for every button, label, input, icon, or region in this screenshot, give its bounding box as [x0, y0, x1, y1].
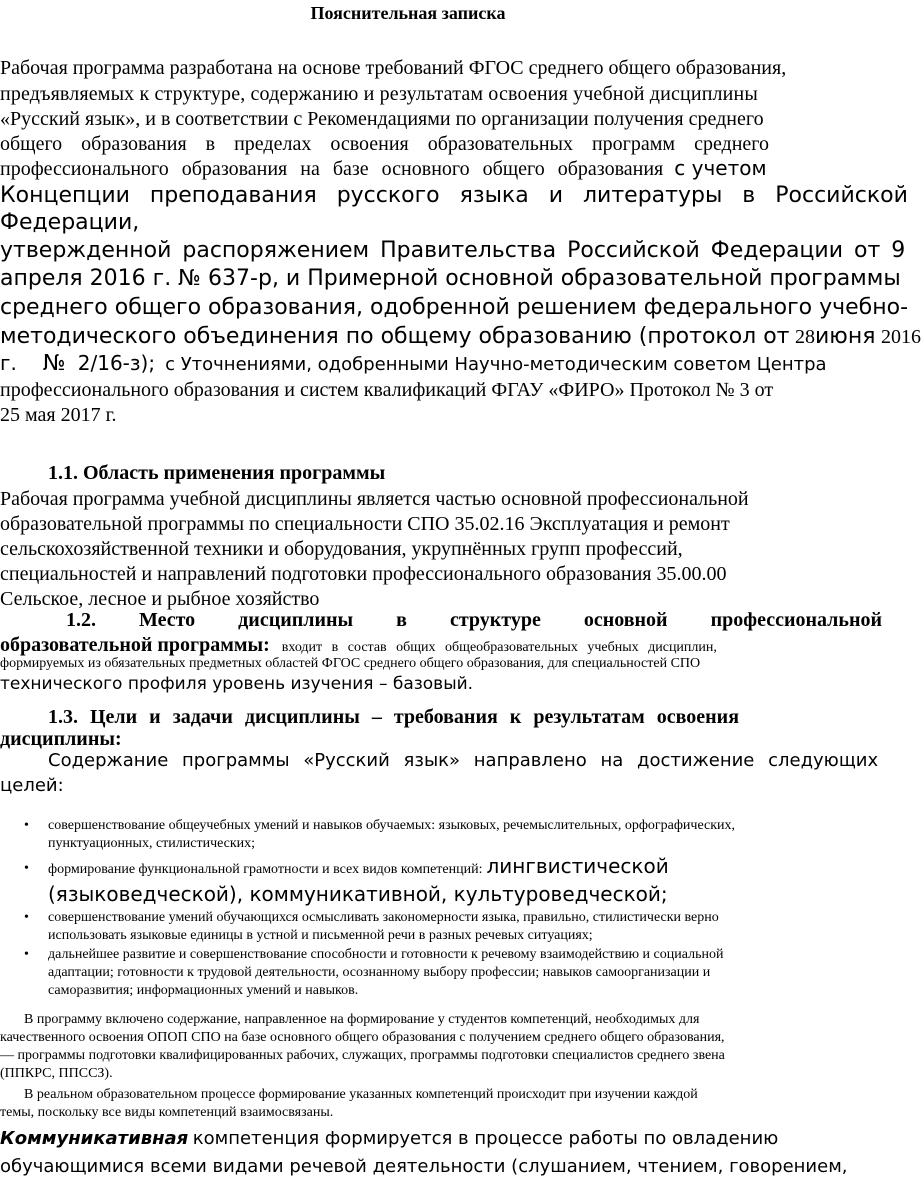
intro-line-12-num: 2/16-з);	[77, 351, 156, 375]
intro-line-11-day: 28	[795, 326, 815, 348]
page-title: Пояснительная записка	[310, 3, 506, 23]
section-1-1-line-1: Рабочая программа учебной дисциплины является частью основной профессиональной	[0, 488, 749, 510]
intro-line-6: Концепции преподавания русского языка и литературы в Российской	[0, 183, 908, 208]
communicative-line-1-rest: компетенция формируется в процессе работы по овладению	[192, 1128, 779, 1149]
intro-line-7: Федерации,	[0, 210, 140, 235]
bullet-1-line-1: совершенствование общеучебных умений и навыков обучаемых: языковых, речемыслительных, орфографических,	[48, 818, 736, 833]
intro-line-12	[0, 351, 827, 376]
section-1-1-line-5: Сельское, лесное и рыбное хозяйство	[0, 588, 320, 610]
section-1-2-heading-line-1: 1.2. Место дисциплины в структуре основной профессиональной	[66, 609, 883, 631]
bullet-2-line-1	[48, 856, 669, 877]
section-1-1-heading: 1.1. Область применения программы	[48, 462, 386, 484]
bullet-1-line-2: пунктуационных, стилистических;	[48, 836, 256, 851]
intro-line-11-text: методического объединения по общему образованию (протокол от	[0, 324, 790, 349]
section-1-2-text-line-3: технического профиля уровень изучения – базовый.	[0, 674, 474, 694]
competencies-line-3: — программы подготовки квалифицированных рабочих, служащих, программы подготовки специалистов среднего звена	[0, 1048, 725, 1063]
intro-line-10: среднего общего образования, одобренной решением федерального учебно-	[0, 295, 909, 320]
real-process-line-1: В реальном образовательном процессе формирование указанных компетенций происходит при изучении каждой	[24, 1087, 698, 1102]
communicative-term: Коммуникативная	[0, 1128, 189, 1149]
bullet-2-text: формирование функциональной грамотности и всех видов компетенций:	[48, 862, 483, 877]
bullet-dot-icon: •	[24, 861, 29, 876]
intro-line-9: апреля 2016 г. № 637-р, и Примерной основной образовательной программы	[0, 266, 901, 291]
intro-line-3: «Русский язык», и в соответствии с Рекомендациями по организации получения среднего	[0, 108, 764, 130]
communicative-line-2: обучающимися всеми видами речевой деятельности (слушанием, чтением, говорением,	[0, 1156, 848, 1177]
real-process-line-2: темы, поскольку все виды компетенций взаимосвязаны.	[0, 1105, 334, 1120]
section-1-3-goal-line-1: Содержание программы «Русский язык» направлено на достижение следующих	[48, 750, 879, 771]
intro-line-5-text: профессионального образования на базе основного общего образования	[0, 158, 664, 180]
intro-line-12-no: №	[42, 351, 66, 376]
section-1-1-line-4: специальностей и направлений подготовки профессионального образования 35.00.00	[0, 563, 727, 585]
bullet-3-line-1: совершенствование умений обучающихся осмысливать закономерности языка, правильно, стилистически верно	[48, 910, 719, 925]
intro-line-5-tail: с учетом	[674, 156, 767, 180]
bullet-dot-icon: •	[24, 818, 29, 833]
intro-line-11-month: июня	[815, 324, 876, 349]
bullet-3-line-2: использовать языковые единицы в устной и письменной речи в разных речевых ситуациях;	[48, 928, 593, 943]
bullet-4-line-3: саморазвития; информационных умений и навыков.	[48, 983, 359, 998]
bullet-4-line-2: адаптации; готовности к трудовой деятельности, осознанному выбору профессии; навыков самоорганизации и	[48, 965, 711, 980]
intro-line-13: профессионального образования и систем квалификаций ФГАУ «ФИРО» Протокол № 3 от	[0, 379, 774, 401]
competencies-line-2: качественного освоения ОПОП СПО на базе основного общего образования с получением среднего общего образования,	[0, 1030, 725, 1045]
intro-line-12-g: г.	[0, 351, 17, 375]
section-1-2-heading-line-2: образовательной программы:	[0, 634, 270, 656]
bullet-dot-icon: •	[24, 910, 29, 925]
competencies-line-1: В программу включено содержание, направленное на формирование у студентов компетенций, необходимых для	[24, 1012, 700, 1027]
intro-line-11	[0, 325, 921, 348]
intro-line-8: утвержденной распоряжением Правительства Российской Федерации от 9	[0, 238, 906, 263]
section-1-2-line-2	[0, 635, 814, 655]
intro-line-11-year: 2016	[880, 326, 921, 348]
section-1-3-heading-line-1: 1.3. Цели и задачи дисциплины – требования к результатам освоения	[48, 706, 740, 728]
communicative-line-1	[0, 1129, 778, 1148]
intro-line-14: 25 мая 2017 г.	[0, 404, 117, 426]
section-1-2-text-line-1: входит в состав общих общеобразовательных учебных дисциплин,	[281, 640, 717, 655]
section-1-3-heading-line-2: дисциплины:	[0, 728, 122, 750]
intro-line-4: общего образования в пределах освоения образовательных программ среднего	[0, 133, 770, 155]
intro-line-1: Рабочая программа разработана на основе требований ФГОС среднего общего образования,	[0, 57, 787, 79]
bullet-4-line-1: дальнейшее развитие и совершенствование способности и готовности к речевому взаимодействию и социальной	[48, 947, 724, 962]
section-1-1-line-3: сельскохозяйственной техники и оборудования, укрупнённых групп профессий,	[0, 538, 683, 560]
section-1-1-line-2: образовательной программы по специальности СПО 35.02.16 Эксплуатация и ремонт	[0, 513, 730, 535]
intro-line-12-text: с Уточнениями, одобренными Научно-методическим советом Центра	[165, 354, 827, 375]
bullet-2-line-2: (языковедческой), коммуникативной, культуроведческой;	[48, 882, 668, 906]
section-1-2-text-line-2: формируемых из обязательных предметных областей ФГОС среднего общего образования, для специальностей СПО	[0, 656, 701, 671]
intro-line-5	[0, 158, 814, 179]
competencies-line-4: (ППКРС, ППССЗ).	[0, 1066, 113, 1081]
bullet-2-tail: лингвистической	[486, 854, 669, 878]
section-1-3-goal-line-2: целей:	[0, 775, 64, 796]
bullet-dot-icon: •	[24, 947, 29, 962]
intro-line-2: предъявляемых к структуре, содержанию и результатам освоения учебной дисциплины	[0, 83, 758, 105]
